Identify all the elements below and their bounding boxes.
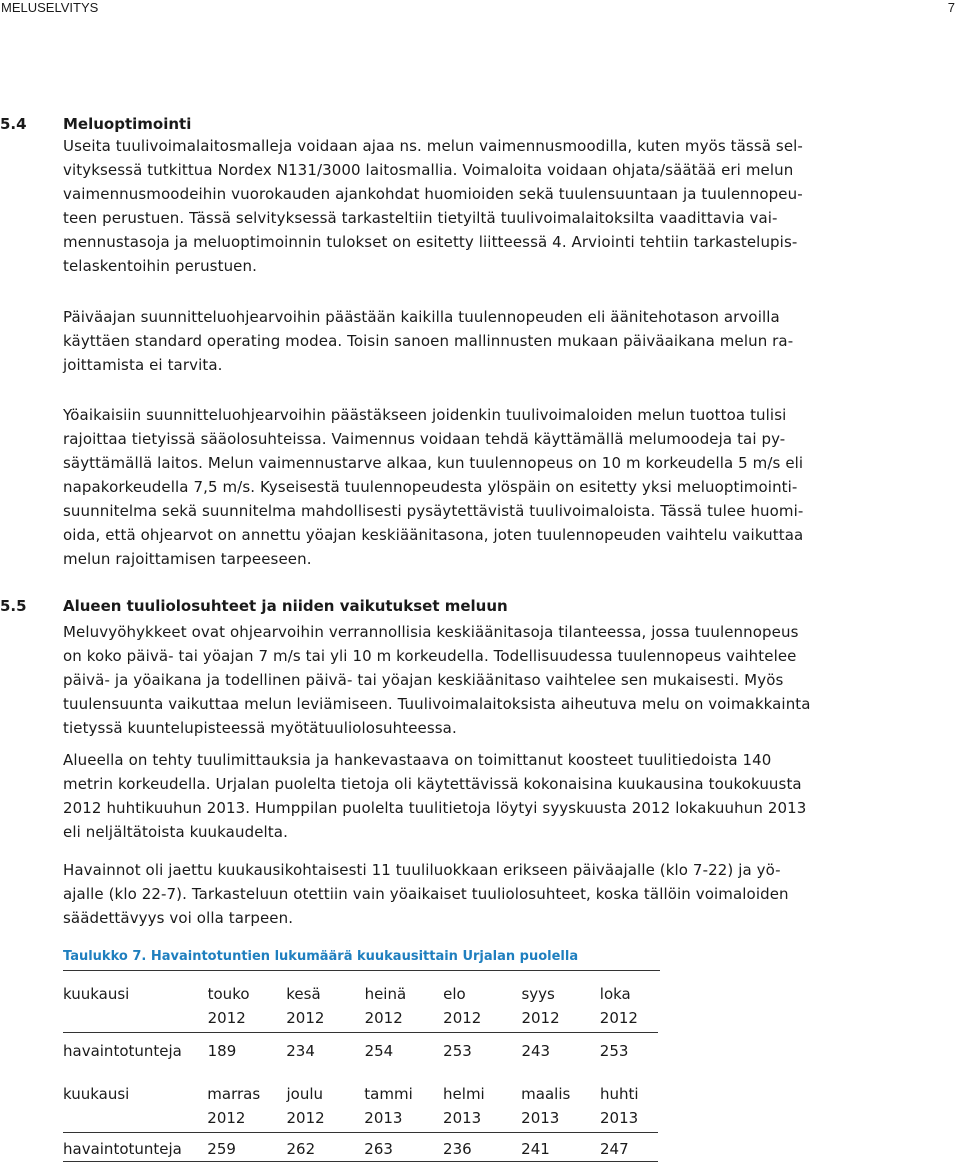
month-cell: joulu 2012 xyxy=(286,1085,325,1127)
row-label: havaintotunteja xyxy=(63,1042,182,1060)
month-cell: loka 2012 xyxy=(599,985,638,1027)
month-cell: helmi 2013 xyxy=(443,1085,485,1127)
text-line: tuulensuunta vaikuttaa melun leviämiseen. Tuulivoimalaitoksista aiheutuva melu on voimakkainta xyxy=(63,695,811,713)
row-label: kuukausi xyxy=(63,985,130,1003)
text-line: Useita tuulivoimalaitosmalleja voidaan ajaa ns. melun vaimennusmoodilla, kuten myös tässä sel- xyxy=(63,137,803,155)
count-cell: 236 xyxy=(443,1140,472,1158)
text-line: rajoittaa tietyissä sääolosuhteissa. Vaimennus voidaan tehdä käyttämällä melumoodeja tai py- xyxy=(63,430,786,448)
text-line: säyttämällä laitos. Melun vaimennustarve alkaa, kun tuulennopeus on 10 m korkeudella 5 m/s eli xyxy=(63,454,804,472)
month-cell: maalis 2013 xyxy=(521,1085,571,1127)
paragraph xyxy=(63,403,955,571)
text-line: melun rajoittamisen tarpeeseen. xyxy=(63,550,312,568)
month-cell: elo 2012 xyxy=(443,985,482,1027)
data-table xyxy=(63,980,658,1063)
paragraph xyxy=(63,305,955,377)
text-line: suunnitelma sekä suunnitelma mahdollisesti pysäytettävistä tuulivoimaloista. Tässä tulee huomi- xyxy=(63,502,804,520)
paragraph xyxy=(63,748,955,844)
text-line: on koko päivä- tai yöajan 7 m/s tai yli 10 m korkeudella. Todellisuudessa tuulennopeus vaihtelee xyxy=(63,647,797,665)
month-cell: kesä 2012 xyxy=(286,985,325,1027)
month-cell: marras 2012 xyxy=(207,1085,261,1127)
count-cell: 241 xyxy=(521,1140,550,1158)
month-cell: touko 2012 xyxy=(207,985,250,1027)
row-label: havaintotunteja xyxy=(63,1140,182,1158)
count-cell: 243 xyxy=(521,1042,551,1060)
table-row xyxy=(63,1133,658,1162)
table-header-row xyxy=(63,1080,658,1133)
paragraph xyxy=(63,858,955,930)
section-number: 5.5 xyxy=(0,597,27,615)
page-header xyxy=(0,0,960,18)
text-line: vaimennusmoodeihin vuorokauden ajankohdat huomioiden sekä tuulensuuntaan ja tuulennopeu- xyxy=(63,185,803,203)
text-line: Päiväajan suunnitteluohjearvoihin päästään kaikilla tuulennopeuden eli äänitehotason arvoilla xyxy=(63,308,780,326)
count-cell: 253 xyxy=(599,1042,629,1060)
text-line: tietyssä kuuntelupisteessä myötätuuliolosuhteessa. xyxy=(63,719,457,737)
paragraph xyxy=(63,620,955,740)
text-line: ajalle (klo 22-7). Tarkasteluun otettiin vain yöaikaiset tuuliolosuhteet, koska tällöin voimaloiden xyxy=(63,885,789,903)
section-number: 5.4 xyxy=(0,115,27,133)
section-title: Alueen tuuliolosuhteet ja niiden vaikutukset meluun xyxy=(63,597,508,615)
count-cell: 253 xyxy=(443,1042,472,1060)
table-caption: Taulukko 7. Havaintotuntien lukumäärä kuukausittain Urjalan puolella xyxy=(63,949,579,964)
row-label: kuukausi xyxy=(63,1085,130,1103)
text-line: metrin korkeudella. Urjalan puolelta tietoja oli käytettävissä kokonaisina kuukausina toukokuusta xyxy=(63,775,802,793)
text-line: säädettävyys voi olla tarpeen. xyxy=(63,909,294,927)
text-line: Alueella on tehty tuulimittauksia ja hankevastaava on toimittanut koosteet tuulitiedoista 140 xyxy=(63,751,772,769)
count-cell: 259 xyxy=(207,1140,236,1158)
data-table xyxy=(63,1080,658,1162)
document-title: MELUSELVITYS xyxy=(1,0,99,15)
month-cell: heinä 2012 xyxy=(364,985,407,1027)
text-line: 2012 huhtikuuhun 2013. Humppilan puolelta tuulitietoja löytyi syyskuusta 2012 lokakuuhun 2013 xyxy=(63,799,807,817)
text-line: joittamista ei tarvita. xyxy=(63,356,223,374)
text-line: napakorkeudella 7,5 m/s. Kyseisestä tuulennopeudesta ylöspäin on esitetty yksi meluoptimointi- xyxy=(63,478,798,496)
count-cell: 262 xyxy=(286,1140,316,1158)
month-cell: syys 2012 xyxy=(521,985,560,1027)
paragraph xyxy=(63,134,955,278)
section-title: Meluoptimointi xyxy=(63,115,192,133)
count-cell: 247 xyxy=(600,1140,629,1158)
text-line: telaskentoihin perustuen. xyxy=(63,257,257,275)
text-line: käyttäen standard operating modea. Toisin sanoen mallinnusten mukaan päiväaikana melun ra- xyxy=(63,332,794,350)
text-line: päivä- ja yöaikana ja todellinen päivä- tai yöajan keskiäänitaso vaihtelee sen mukaisesti. Myös xyxy=(63,671,784,689)
month-cell: huhti 2013 xyxy=(600,1085,639,1127)
count-cell: 263 xyxy=(364,1140,393,1158)
count-cell: 234 xyxy=(286,1042,315,1060)
text-line: teen perustuen. Tässä selvityksessä tarkasteltiin tietyiltä tuulivoimalaitoksilta vaadittavia vai- xyxy=(63,209,778,227)
text-line: mennustasoja ja meluoptimoinnin tulokset on esitetty liitteessä 4. Arviointi tehtiin tarkastelupis- xyxy=(63,233,798,251)
text-line: eli neljältätoista kuukaudelta. xyxy=(63,823,288,841)
page-number: 7 xyxy=(947,0,955,15)
text-line: Havainnot oli jaettu kuukausikohtaisesti 11 tuuliluokkaan erikseen päiväajalle (klo 7-22) ja yö- xyxy=(63,861,781,879)
text-line: oida, että ohjearvot on annettu yöajan keskiäänitasona, joten tuulennopeuden vaihtelu vaikuttaa xyxy=(63,526,804,544)
table-header-row xyxy=(63,980,658,1033)
month-cell: tammi 2013 xyxy=(364,1085,413,1127)
text-line: Yöaikaisiin suunnitteluohjearvoihin päästäkseen joidenkin tuulivoimaloiden melun tuottoa tulisi xyxy=(63,406,787,424)
table-row xyxy=(63,1033,658,1064)
count-cell: 254 xyxy=(364,1042,394,1060)
divider xyxy=(63,970,660,971)
text-line: vityksessä tutkittua Nordex N131/3000 laitosmallia. Voimaloita voidaan ohjata/säätää eri melun xyxy=(63,161,794,179)
text-line: Meluvyöhykkeet ovat ohjearvoihin verrannollisia keskiäänitasoja tilanteessa, jossa tuulennopeus xyxy=(63,623,799,641)
count-cell: 189 xyxy=(207,1042,237,1060)
